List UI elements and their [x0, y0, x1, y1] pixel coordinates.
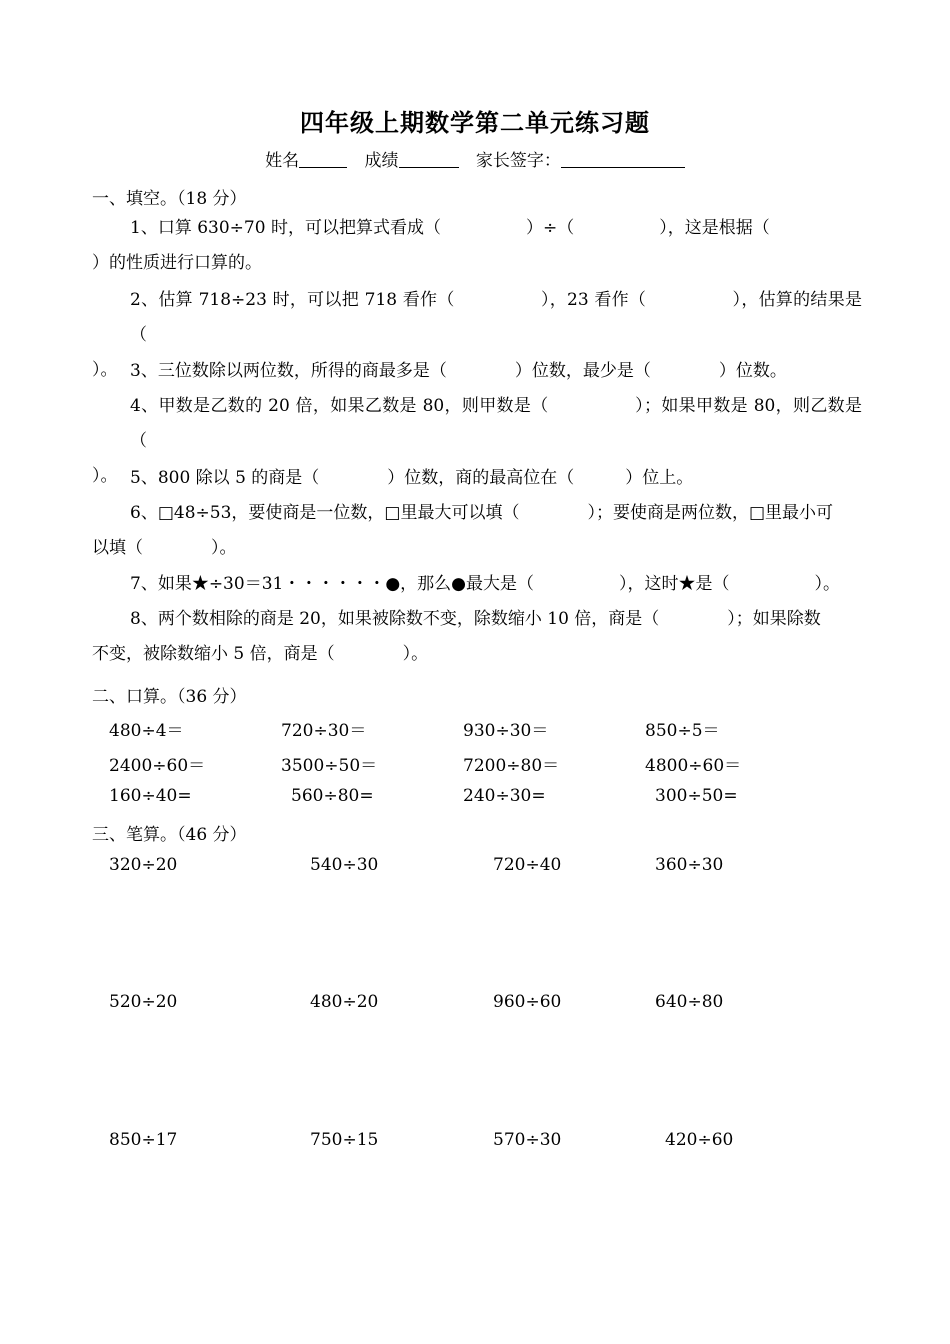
written-problem: 360÷30: [655, 855, 724, 875]
score-blank: [399, 151, 459, 168]
mental-problem: 4800÷60＝: [645, 756, 742, 776]
mental-problem: 3500÷50＝: [281, 756, 378, 776]
student-info-line: [0, 146, 950, 171]
question-1: [92, 211, 862, 281]
question-8-line1: 8、两个数相除的商是 20，如果被除数不变，除数缩小 10 倍，商是（ ）；如果除数: [130, 609, 821, 629]
parent-signature-field: [476, 151, 685, 171]
written-problem: 570÷30: [493, 1130, 562, 1150]
mental-problem: 240÷30=: [463, 786, 546, 806]
parent-signature-label: 家长签字：: [475, 151, 561, 171]
question-4-line2: ）。: [92, 466, 118, 486]
question-6-line1: 6、□48÷53，要使商是一位数，□里最大可以填（ ）；要使商是两位数，□里最小可: [130, 503, 834, 523]
mental-problem: 850÷5＝: [645, 721, 720, 741]
written-problem: 540÷30: [310, 855, 379, 875]
mental-problem: 720÷30＝: [281, 721, 367, 741]
question-1-line2: ）的性质进行口算的。: [92, 253, 262, 273]
question-3-line1: 3、三位数除以两位数，所得的商最多是（ ）位数，最少是（ ）位数。: [130, 361, 787, 381]
question-7-line1: 7、如果★÷30＝31・・・・・・●，那么●最大是（ ），这时★是（ ）。: [130, 574, 840, 594]
question-2-line2: ）。: [92, 360, 118, 380]
mental-problem: 160÷40=: [109, 786, 192, 806]
written-problem: 750÷15: [310, 1130, 379, 1150]
name-blank: [299, 151, 347, 168]
section-written-calc-heading: 三、笔算。（46 分）: [92, 825, 247, 845]
written-problem: 320÷20: [109, 855, 178, 875]
question-8-line2: 不变，被除数缩小 5 倍，商是（ ）。: [92, 644, 429, 664]
section-mental-math-heading: 二、口算。（36 分）: [92, 687, 247, 707]
mental-problem: 930÷30＝: [463, 721, 549, 741]
page-title: 四年级上期数学第二单元练习题: [300, 108, 650, 137]
written-problem: 640÷80: [655, 992, 724, 1012]
question-6: [92, 496, 862, 566]
question-3: [92, 354, 862, 389]
mental-problem: 560÷80=: [291, 786, 374, 806]
mental-problem: 2400÷60＝: [109, 756, 206, 776]
score-field: [365, 151, 464, 171]
name-field: [265, 151, 352, 171]
written-problem: 420÷60: [665, 1130, 734, 1150]
question-4-line1: 4、甲数是乙数的 20 倍，如果乙数是 80，则甲数是（ ）；如果甲数是 80，则乙数是（: [130, 396, 862, 451]
question-2-line1: 2、估算 718÷23 时，可以把 718 看作（ ），23 看作（ ），估算的结果是（: [130, 290, 862, 345]
question-6-line2: 以填（ ）。: [92, 538, 237, 558]
written-problem: 520÷20: [109, 992, 178, 1012]
question-5: [92, 461, 862, 496]
question-7: [92, 567, 862, 602]
question-8: [92, 602, 862, 672]
question-1-line1: 1、口算 630÷70 时，可以把算式看成（ ）÷（ ），这是根据（: [130, 218, 770, 238]
section-fill-blank-heading: 一、填空。（18 分）: [92, 189, 247, 209]
written-problem: 960÷60: [493, 992, 562, 1012]
mental-problem: 480÷4＝: [109, 721, 184, 741]
written-problem: 850÷17: [109, 1130, 178, 1150]
parent-signature-blank: [561, 151, 685, 168]
written-problem: 480÷20: [310, 992, 379, 1012]
score-label: 成绩: [364, 151, 399, 171]
written-problem: 720÷40: [493, 855, 562, 875]
name-label: 姓名: [265, 151, 300, 171]
mental-problem: 300÷50=: [655, 786, 738, 806]
mental-problem: 7200÷80＝: [463, 756, 560, 776]
question-5-line1: 5、800 除以 5 的商是（ ）位数，商的最高位在（ ）位上。: [130, 468, 694, 488]
